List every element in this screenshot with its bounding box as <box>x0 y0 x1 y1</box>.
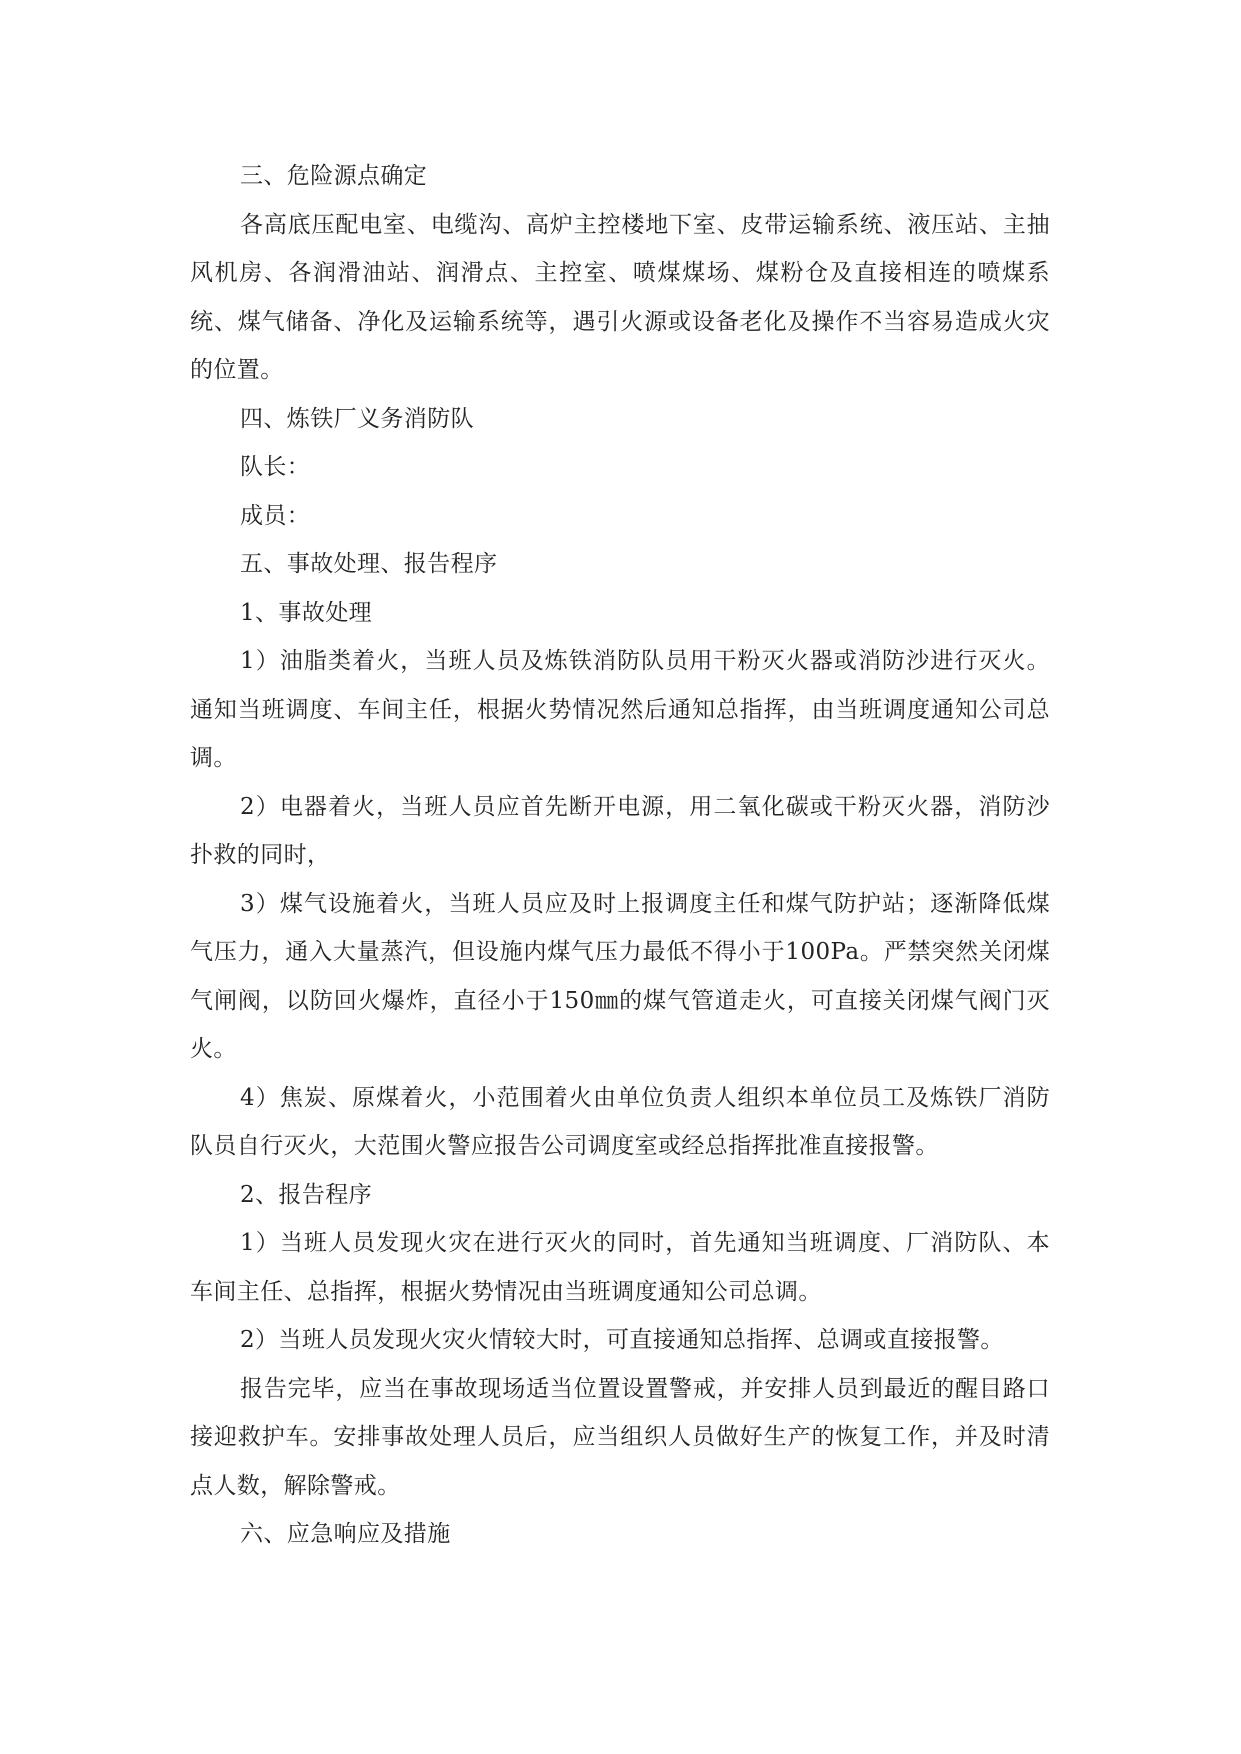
paragraph-grease-fire: 1）油脂类着火，当班人员及炼铁消防队员用干粉灭火器或消防沙进行灭火。通知当班调度、车间主任，根据火势情况然后通知总指挥，由当班调度通知公司总调。 <box>190 648 1050 771</box>
field-members: 成员： <box>240 502 311 529</box>
paragraph-electrical-fire: 2）电器着火，当班人员应首先断开电源，用二氧化碳或干粉灭火器，消防沙扑救的同时， <box>190 793 1050 868</box>
subheading-report-procedure: 2、报告程序 <box>240 1181 373 1208</box>
paragraph-hazard-locations: 各高底压配电室、电缆沟、高炉主控楼地下室、皮带运输系统、液压站、主抽风机房、各润滑油站、润滑点、主控室、喷煤煤场、煤粉仓及直接相连的喷煤系统、煤气储备、净化及运输系统等，遇引火源或设备老化及操作不当容易造成火灾的位置。 <box>190 211 1050 383</box>
paragraph-after-report: 报告完毕，应当在事故现场适当位置设置警戒，并安排人员到最近的醒目路口接迎救护车。安排事故处理人员后，应当组织人员做好生产的恢复工作，并及时清点人数，解除警戒。 <box>190 1375 1050 1499</box>
document-body <box>190 152 1050 1559</box>
paragraph-coke-coal-fire: 4）焦炭、原煤着火，小范围着火由单位负责人组织本单位员工及炼铁厂消防队员自行灭火，大范围火警应报告公司调度室或经总指挥批准直接报警。 <box>190 1084 1050 1159</box>
paragraph-report-step-1: 1）当班人员发现火灾在进行灭火的同时，首先通知当班调度、厂消防队、本车间主任、总指挥，根据火势情况由当班调度通知公司总调。 <box>190 1230 1050 1305</box>
field-captain: 队长： <box>240 454 311 480</box>
paragraph-report-step-2: 2）当班人员发现火灾火情较大时，可直接通知总指挥、总调或直接报警。 <box>240 1327 1004 1353</box>
heading-section-3: 三、危险源点确定 <box>240 163 428 189</box>
paragraph-gas-fire: 3）煤气设施着火，当班人员应及时上报调度主任和煤气防护站；逐渐降低煤气压力，通入大量蒸汽，但设施内煤气压力最低不得小于100Pa。严禁突然关闭煤气闸阀，以防回火爆炸，直径小于150㎜的煤气管道走火，可直接关闭煤气阀门灭火。 <box>190 890 1050 1062</box>
heading-section-4: 四、炼铁厂义务消防队 <box>240 405 474 432</box>
heading-section-5: 五、事故处理、报告程序 <box>240 551 498 577</box>
heading-section-6: 六、应急响应及措施 <box>240 1521 451 1547</box>
subheading-accident-handling: 1、事故处理 <box>240 599 373 626</box>
